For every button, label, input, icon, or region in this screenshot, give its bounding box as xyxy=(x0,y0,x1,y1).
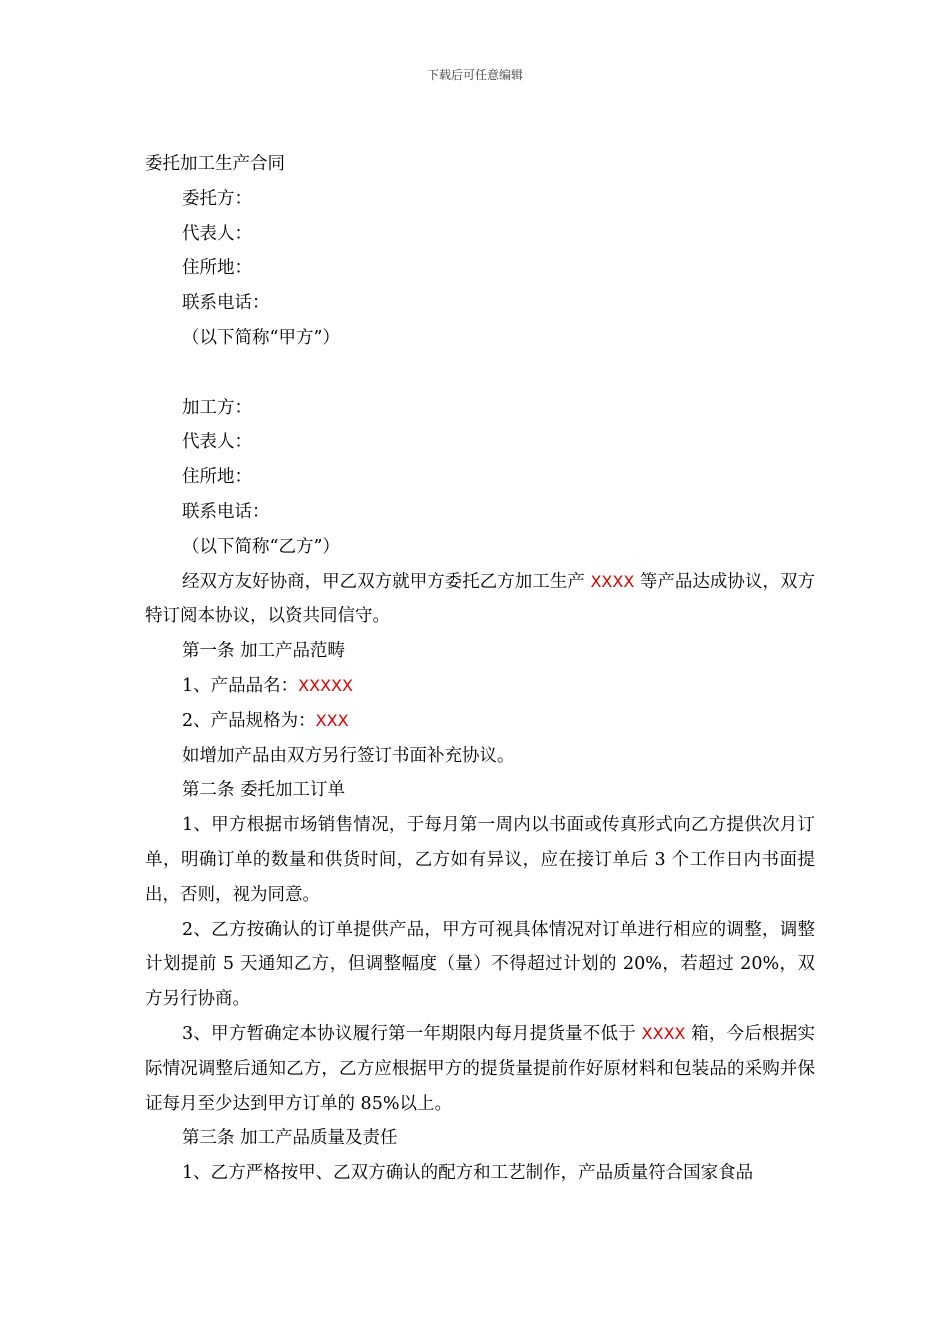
party-b-label: 加工方： xyxy=(182,397,252,418)
article1-note: 如增加产品由双方另行签订书面补充协议。 xyxy=(182,745,515,766)
party-a-address: 住所地： xyxy=(182,258,252,279)
article1-heading: 第一条 加工产品范畴 xyxy=(182,641,346,662)
party-a-label: 委托方： xyxy=(182,188,252,209)
article2-p3-end: 箱，今后根据实际情况调整后通知乙方，乙方应根据甲方的提货量提前作好原材料和包装品的采购并保证每月至少达到甲方订单的 85%以上。 xyxy=(145,1023,815,1114)
article1-item2 xyxy=(145,704,815,739)
contract-body xyxy=(145,147,815,1191)
header-note: 下载后可任意编辑 xyxy=(426,68,523,82)
party-b-representative: 代表人： xyxy=(182,432,252,453)
article1-item2-label: 2、产品规格为： xyxy=(182,710,316,731)
article2-paragraph3 xyxy=(145,1017,815,1121)
contract-title: 委托加工生产合同 xyxy=(145,154,285,174)
party-a-representative: 代表人： xyxy=(182,223,252,244)
product-name-placeholder: XXXXX xyxy=(298,675,353,695)
intro-text-start: 经双方友好协商，甲乙双方就甲方委托乙方加工生产 xyxy=(182,571,591,592)
product-spec-placeholder: XXX xyxy=(315,710,349,730)
article1-item1 xyxy=(145,669,815,704)
article2-paragraph1: 1、甲方根据市场销售情况，于每月第一周内以书面或传真形式向乙方提供次月订单，明确订单的数量和供货时间，乙方如有异议，应在接订单后 3 个工作日内书面提出，否则，视为同意。 xyxy=(145,815,815,905)
quantity-placeholder: XXXX xyxy=(641,1023,686,1043)
article2-heading: 第二条 委托加工订单 xyxy=(182,780,346,801)
blank-line xyxy=(145,356,815,391)
intro-paragraph xyxy=(145,565,815,635)
intro-text-end: 等产品达成协议，双方特订阅本协议，以资共同信守。 xyxy=(145,571,815,627)
party-b-phone: 联系电话： xyxy=(182,501,270,522)
party-a-alias: （以下简称“甲方”） xyxy=(182,327,340,348)
article2-p3-start: 3、甲方暂确定本协议履行第一年期限内每月提货量不低于 xyxy=(182,1023,642,1044)
party-b-address: 住所地： xyxy=(182,467,252,488)
article3-paragraph1: 1、乙方严格按甲、乙双方确认的配方和工艺制作，产品质量符合国家食品 xyxy=(182,1163,754,1184)
party-b-alias: （以下简称“乙方”） xyxy=(182,536,340,557)
party-a-phone: 联系电话： xyxy=(182,293,270,314)
article3-heading: 第三条 加工产品质量及责任 xyxy=(182,1128,398,1149)
intro-product-placeholder: XXXX xyxy=(590,571,635,591)
article1-item1-label: 1、产品品名： xyxy=(182,675,299,696)
article2-paragraph2: 2、乙方按确认的订单提供产品，甲方可视具体情况对订单进行相应的调整，调整计划提前 5 天通知乙方，但调整幅度（量）不得超过计划的 20%，若超过 20%，双方另行协商。 xyxy=(145,919,815,1010)
